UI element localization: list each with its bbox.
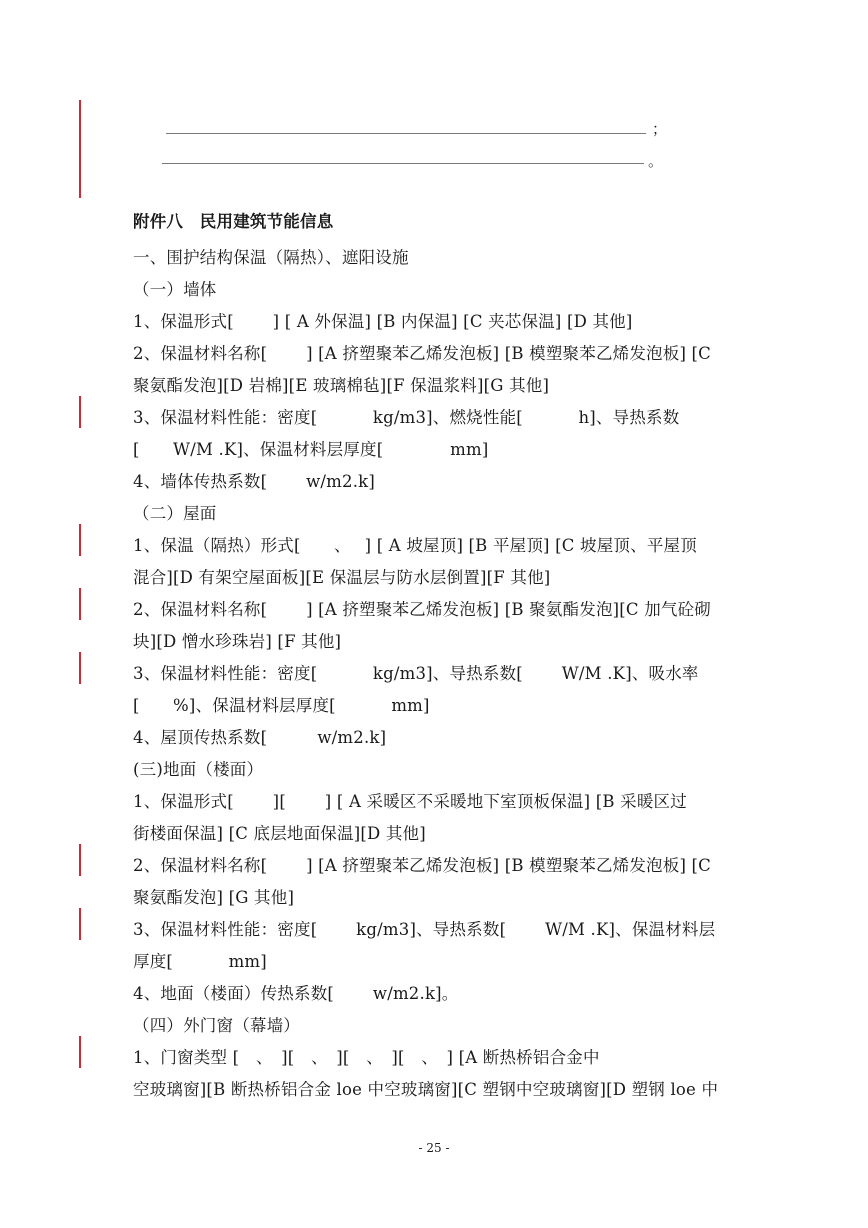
floor-item-1-cont: 街楼面保温] [C 底层地面保温][D 其他] <box>133 824 426 843</box>
floor-item-4: 4、地面（楼面）传热系数[ w/m2.k]。 <box>133 984 459 1003</box>
roof-item-3: 3、保温材料性能：密度[ kg/m3]、导热系数[ W/M .K]、吸水率 <box>133 664 699 683</box>
fill-in-punctuation: ； <box>652 120 668 138</box>
subsection-walls: （一）墙体 <box>133 280 217 299</box>
margin-revision-mark <box>79 652 81 684</box>
roof-item-3-cont: [ %]、保温材料层厚度[ mm] <box>133 696 430 715</box>
fill-in-punctuation: 。 <box>648 152 664 170</box>
appendix-title: 附件八 民用建筑节能信息 <box>133 212 334 231</box>
wall-item-2: 2、保温材料名称[ ] [A 挤塑聚苯乙烯发泡板] [B 模塑聚苯乙烯发泡板] [C <box>133 344 711 363</box>
fill-in-line[interactable] <box>162 163 644 164</box>
roof-item-2-cont: 块][D 憎水珍珠岩] [F 其他] <box>133 632 342 651</box>
margin-revision-mark <box>79 524 81 556</box>
floor-item-2-cont: 聚氨酯发泡] [G 其他] <box>133 888 295 907</box>
wall-item-1: 1、保温形式[ ] [ A 外保温] [B 内保温] [C 夹芯保温] [D 其他] <box>133 312 633 331</box>
floor-item-1: 1、保温形式[ ][ ] [ A 采暖区不采暖地下室顶板保温] [B 采暖区过 <box>133 792 687 811</box>
page-number: - 25 - <box>418 1141 450 1155</box>
fill-in-line[interactable] <box>166 133 646 134</box>
margin-revision-mark <box>79 396 81 428</box>
floor-item-2: 2、保温材料名称[ ] [A 挤塑聚苯乙烯发泡板] [B 模塑聚苯乙烯发泡板] [C <box>133 856 711 875</box>
floor-item-3: 3、保温材料性能：密度[ kg/m3]、导热系数[ W/M .K]、保温材料层 <box>133 920 716 939</box>
window-item-1-cont: 空玻璃窗][B 断热桥铝合金 loe 中空玻璃窗][C 塑钢中空玻璃窗][D 塑钢 loe 中 <box>133 1080 719 1099</box>
wall-item-3-cont: [ W/M .K]、保温材料层厚度[ mm] <box>133 440 489 459</box>
margin-revision-mark <box>79 100 81 198</box>
window-item-1: 1、门窗类型 [ 、 ][ 、 ][ 、 ][ 、 ] [A 断热桥铝合金中 <box>133 1048 600 1067</box>
roof-item-1-cont: 混合][D 有架空屋面板][E 保温层与防水层倒置][F 其他] <box>133 568 551 587</box>
margin-revision-mark <box>79 908 81 940</box>
section-heading-envelope: 一、围护结构保温（隔热）、遮阳设施 <box>133 248 409 267</box>
roof-item-1: 1、保温（隔热）形式[ 、 ] [ A 坡屋顶] [B 平屋顶] [C 坡屋顶、平屋顶 <box>133 536 697 555</box>
wall-item-3: 3、保温材料性能：密度[ kg/m3]、燃烧性能[ h]、导热系数 <box>133 408 680 427</box>
roof-item-4: 4、屋顶传热系数[ w/m2.k] <box>133 728 387 747</box>
roof-item-2: 2、保温材料名称[ ] [A 挤塑聚苯乙烯发泡板] [B 聚氨酯发泡][C 加气砼砌 <box>133 600 711 619</box>
wall-item-4: 4、墙体传热系数[ w/m2.k] <box>133 472 375 491</box>
wall-item-2-cont: 聚氨酯发泡][D 岩棉][E 玻璃棉毡][F 保温浆料][G 其他] <box>133 376 550 395</box>
subsection-windows: （四）外门窗（幕墙） <box>133 1016 300 1035</box>
floor-item-3-cont: 厚度[ mm] <box>133 952 267 971</box>
margin-revision-mark <box>79 588 81 620</box>
subsection-roof: （二）屋面 <box>133 504 217 523</box>
margin-revision-mark <box>79 844 81 876</box>
subsection-floor: (三)地面（楼面） <box>133 760 264 779</box>
margin-revision-mark <box>79 1036 81 1068</box>
